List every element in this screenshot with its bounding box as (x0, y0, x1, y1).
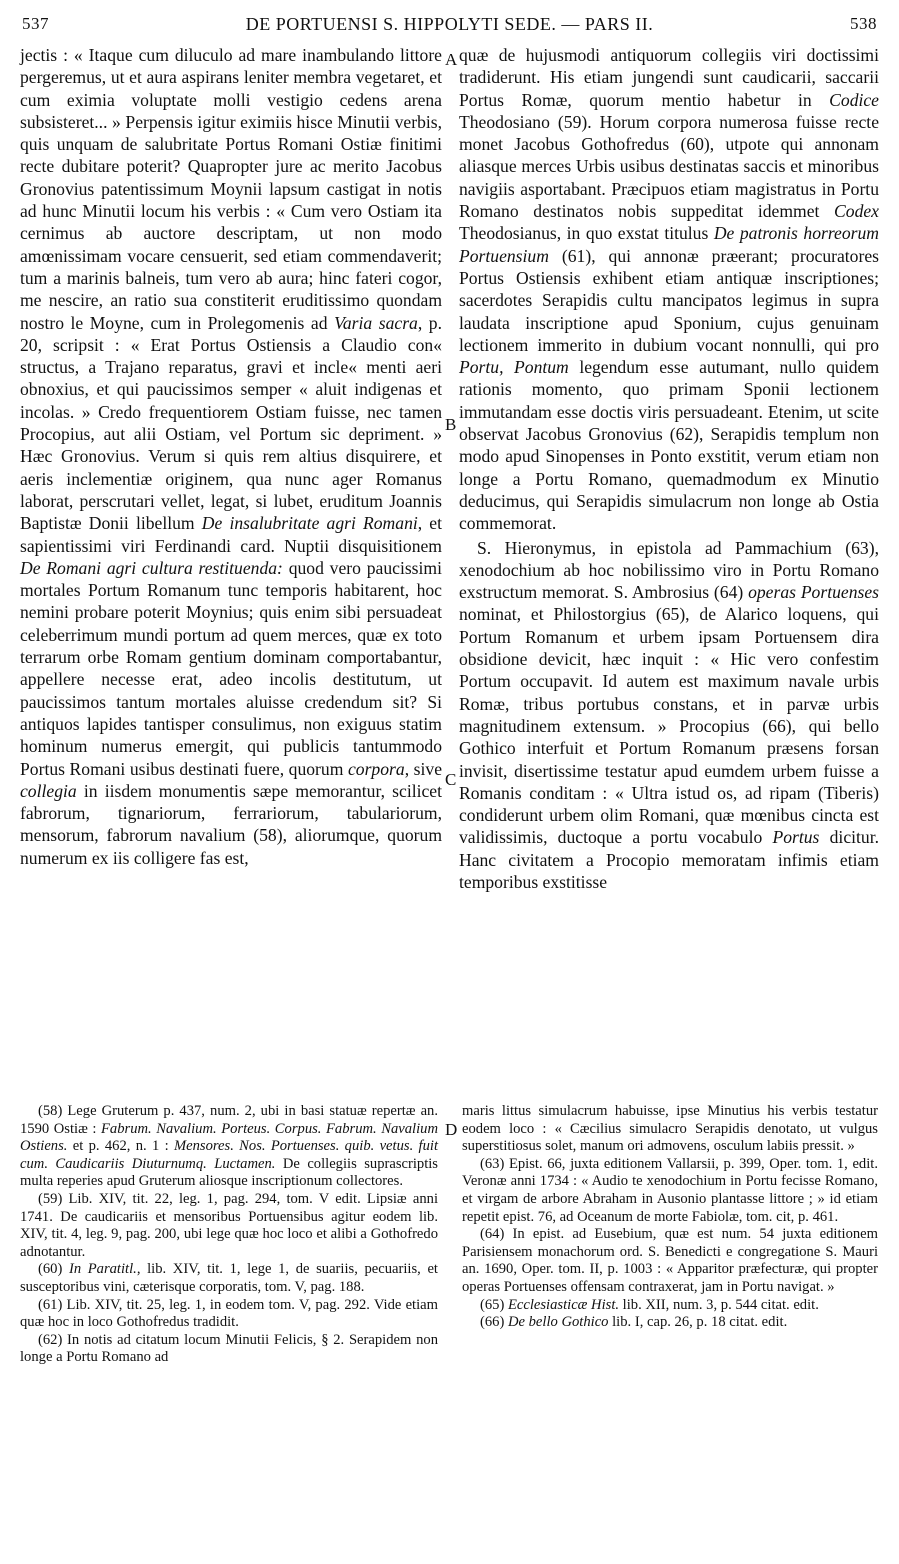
footnote-62: (62) In notis ad citatum locum Minutii Felicis, § 2. Serapidem non longe a Portu Romano ad (20, 1331, 438, 1366)
footnote-62-continued: maris littus simulacrum habuisse, ipse Minutius his verbis testatur eodem loco : « Cæcilius simulacro Serapidis denotato, ut vulgus superstitiosus solet, manum ori admovens, osculum labiis pressit. » (462, 1103, 878, 1155)
footnote-64: (64) In epist. ad Eusebium, quæ est num. 54 juxta editionem Parisiensem monachorum ord. S. Benedicti e congregatione S. Mauri an. 1690, Oper. tom. II, p. 1003 : « Apparitor præfecturæ, qui propter operas Portuenses offensam contraxerat, jam in Portu navigat. » (462, 1226, 878, 1295)
footnote-58: (58) Lege Gruterum p. 437, num. 2, ubi in basi statuæ repertæ an. 1590 Ostiæ : Fabrum. Navalium. Porteus. Corpus. Fabrum. Navalium Ostiens. et p. 462, n. 1 : Mensores. Nos. Portuenses. quib. vetus. fuit cum. Caudicariis Diuturnumq. Luctamen. De collegiis suprascriptis multa reperies apud Gruterum aliosque inscriptionum collectores. (20, 1103, 438, 1190)
margin-marker-c: C (445, 770, 457, 789)
footnotes-right (462, 1103, 878, 1332)
page-number-left: 537 (22, 14, 49, 33)
footnotes-left (20, 1103, 438, 1367)
footnote-59: (59) Lib. XIV, tit. 22, leg. 1, pag. 294, tom. V edit. Lipsiæ anni 1741. De caudicariis et mensoribus Portuensibus agitur eodem lib. XIV, tit. 4, leg. 9, pag. 200, ubi lege quæ hoc loco et alibi a Gothofredo adnotantur. (20, 1190, 438, 1260)
footnote-61: (61) Lib. XIV, tit. 25, leg. 1, in eodem tom. V, pag. 292. Vide etiam quæ hoc in loco Gothofredus tradidit. (20, 1296, 438, 1331)
footnote-66: (66) De bello Gothico lib. I, cap. 26, p. 18 citat. edit. (480, 1314, 788, 1331)
paragraph: jectis : « Itaque cum diluculo ad mare inambulando littore pergeremus, ut et aura aspirans leniter membra vegetaret, et cum eximia voluptate molli vestigio cedens arena subsisteret... » Perpensis igitur eximiis hisce Minutii verbis, quis unquam de salubritate Portus Romani Ostiæ finitimi recte dubitare poterit? Quapropter jure ac merito Jacobus Gronovius patentissimum Moynii lapsum castigat in notis ad hunc Minutii locum his verbis : « Cum vero Ostiam ita cernimus ab auctore descriptam, ut non modo amœnissimam vocare censuerit, sed etiam commendaverit; tum a marinis balneis, tum vero ab aura; hinc fateri cogor, me nescire, an ratio sua constiterit eruditissimo quondam nostro le Moyne, cum in Prolegomenis ad Varia sacra, p. 20, scripsit : « Erat Portus Ostiensis a Claudio con« structus, a Trajano reparatus, gravi et incle« menti aeri obnoxius, et qui paucissimos semper « aluit indigenas et incolas. » Credo frequentiorem Ostiam fuisse, nec tamen Procopius, aut alii Ostiam, vel Portum sic depriment. » Hæc Gronovius. Verum si quis rem altius disquirere, et aeris inclementiæ originem, qua nunc ager Romanus laborat, perscrutari vellet, legat, si lubet, eruditum Joannis Baptistæ Donii libellum De insalubritate agri Romani, et sapientissimi viri Ferdinandi card. Nuptii disquisitionem De Romani agri cultura restituenda: quod vero paucissimi mortales Portum Romanum tunc temporis habitarent, hoc nemini probare poterit Moynius; quis enim sibi persuadeat celeberrimum mundi portum ad quem merces, quæ ex toto terrarum orbe Romam gentium dominam comportabantur, appellere necesse erat, adeo incolis destitutum, ut paucissimos tantum mortales aluisse credendum sit? Si antiquos lapides tantisper consulimus, non exiguus statim hominum numerus emergit, qui publicis tantummodo Portus Romani usibus destinati fuere, quorum corpora, sive collegia in iisdem monumentis sæpe memorantur, scilicet fabrorum, tignariorum, ferrariorum, tabulariorum, mensorum, fabrorum navalium (58), aliorumque, quorum numerum ex iis colligere fas est, (20, 45, 443, 868)
page-number-right: 538 (850, 14, 877, 33)
footnote-60: (60) In Paratitl., lib. XIV, tit. 1, lege 1, de suariis, pecuariis, et susceptoribus vini, cæterisque corporatis, tom. V, pag. 188. (20, 1261, 438, 1295)
paragraph: quæ de hujusmodi antiquorum collegiis viri doctissimi tradiderunt. His etiam jungendi sunt caudicarii, saccarii Portus Romæ, quorum mentio habetur in Codice Theodosiano (59). Horum corpora numerosa fuisse recte monet Jacobus Gothofredus (60), utpote qui annonam aliasque merces Urbis usibus destinatas saccis et minoribus navigiis asportabant. Præcipuos etiam magistratus in Portu Romano destinatos nobis suppeditat idemmet Codex Theodosianus, in quo exstat titulus De patronis horreorum Portuensium (61), qui annonæ præerant; procuratores Portus Ostiensis exhibent etiam antiquæ inscriptiones; sacerdotes Serapidis cultu mancipatos legimus in supra laudata inscriptione apud Sponium, cujus genuinam lectionem immerito in dubium vocant nonnulli, qui pro Portu, Pontum legendum esse autumant, nullo quidem rationis momento, quo primam Sponii lectionem immutandam esse doctis viris persuadeant. Etenim, ut scite observat Jacobus Gronovius (62), Serapidis templum non modo apud Sinopenses in Ponto exstitit, verum etiam non longe a Portu Romano, quemadmodum ex Minutio deducimus, qui Serapidis simulacrum non longe ab Ostia commemorat. (459, 45, 879, 534)
footnote-65: (65) Ecclesiasticæ Hist. lib. XII, num. 3, p. 544 citat. edit. (480, 1296, 819, 1313)
margin-marker-d: D (445, 1120, 458, 1139)
margin-marker-b: B (445, 415, 457, 434)
right-column (459, 44, 879, 893)
footnote-63: (63) Epist. 66, juxta editionem Vallarsii, p. 399, Oper. tom. 1, edit. Veronæ anni 1734 : « Audio te xenodochium in Portu fecisse Romano, et virgam de arbore Abraham in Ausonio plantasse littore ; » id etiam repetit epist. 76, ad Oceanum de morte Fabiolæ, tom. cit, p. 461. (462, 1155, 878, 1225)
margin-marker-a: A (445, 50, 458, 69)
left-column (20, 44, 442, 869)
running-header (0, 14, 899, 42)
running-title: DE PORTUENSI S. HIPPOLYTI SEDE. — PARS II. (245, 14, 654, 34)
paragraph: S. Hieronymus, in epistola ad Pammachium (63), xenodochium ab hoc nobilissimo viro in Portu Romano exstructum memorat. S. Ambrosius (64) operas Portuenses nominat, et Philostorgius (65), de Alarico loquens, qui Portum Romanum et urbem ipsam Portuensem dira obsidione devicit, hæc inquit : « Hic vero confestim Portum occupavit. Id autem est maximum navale urbis Romæ, tribus portubus constans, et in parvæ urbis magnitudinem extensum. » Procopius (66), qui bello Gothico interfuit et Portum Romanum præsens forsan invisit, disertissime testatur apud eumdem urbem fuisse a Romanis conditam : « Ultra istud os, ad ripam (Tiberis) condiderunt urbem olim Romani, quæ mœnibus cincta est validissimis, ductoque a portu vocabulo Portus dicitur. Hanc civitatem a Procopio memoratam infimis etiam temporibus exstitisse (459, 537, 879, 892)
